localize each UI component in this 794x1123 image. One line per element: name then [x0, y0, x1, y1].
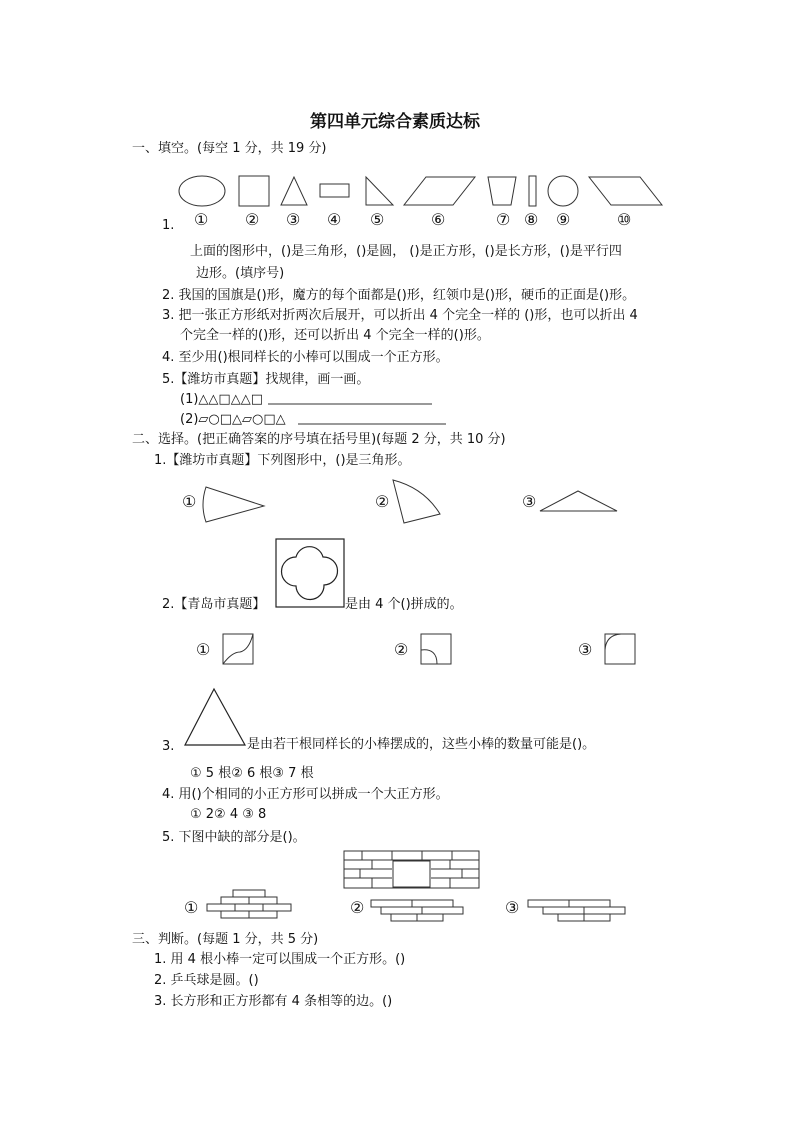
s2-q5: 5. 下图中缺的部分是()。 [162, 830, 306, 845]
shape-label-3: ③ [286, 210, 301, 229]
s1-q1-text-a: 上面的图形中，()是三角形，()是圆， ()是正方形，()是长方形，()是平行四 [190, 244, 622, 259]
s1-q5-pattern-2: (2)▱○□△▱○□△ [180, 412, 286, 427]
s2-q2-option-1-label: ① [196, 640, 211, 659]
shape-label-1: ① [194, 210, 209, 229]
s2-q1-option-2-label: ② [375, 492, 390, 511]
shape-label-4: ④ [327, 210, 342, 229]
s2-q1-option-1-label: ① [182, 492, 197, 511]
s3-q3: 3. 长方形和正方形都有 4 条相等的边。() [154, 994, 393, 1009]
section-1-heading: 一、填空。(每空 1 分，共 19 分) [132, 141, 327, 156]
s2-q2-suffix: 是由 4 个()拼成的。 [345, 597, 463, 612]
shape-label-5: ⑤ [370, 210, 385, 229]
shape-label-10: ⑩ [617, 210, 632, 229]
section-2-heading: 二、选择。(把正确答案的序号填在括号里)(每题 2 分，共 10 分) [132, 432, 506, 447]
page-title: 第四单元综合素质达标 [310, 112, 480, 132]
shape-label-9: ⑨ [556, 210, 571, 229]
s2-q4-options: ① 2② 4 ③ 8 [190, 807, 267, 822]
shape-label-7: ⑦ [496, 210, 511, 229]
shape-label-6: ⑥ [431, 210, 446, 229]
section-3-heading: 三、判断。(每题 1 分，共 5 分) [132, 932, 319, 947]
s2-q3-text: 是由若干根同样长的小棒摆成的，这些小棒的数量可能是()。 [247, 737, 596, 752]
s2-q2-option-3-label: ③ [578, 640, 593, 659]
opt1-brick-row-top [233, 890, 265, 897]
s2-q3-options: ① 5 根② 6 根③ 7 根 [190, 766, 314, 781]
s2-q5-option-1-label: ① [184, 898, 199, 917]
s1-q4: 4. 至少用()根同样长的小棒可以围成一个正方形。 [162, 350, 449, 365]
s1-q3-a: 3. 把一张正方形纸对折两次后展开，可以折出 4 个完全一样的 ()形，也可以折出 4 [162, 308, 638, 323]
s1-q1-number: 1. [162, 218, 175, 233]
s2-q5-option-3-label: ③ [505, 898, 520, 917]
s2-q1-option-3-label: ③ [522, 492, 537, 511]
s2-q1: 1.【潍坊市真题】下列图形中，()是三角形。 [154, 453, 411, 468]
s3-q1: 1. 用 4 根小棒一定可以围成一个正方形。() [154, 952, 406, 967]
shape-label-2: ② [245, 210, 260, 229]
s1-q2: 2. 我国的国旗是()形，魔方的每个面都是()形，红领巾是()形，硬币的正面是()形。 [162, 288, 636, 303]
s2-q2-option-2-label: ② [394, 640, 409, 659]
s1-q3-b: 个完全一样的()形，还可以折出 4 个完全一样的()形。 [180, 328, 490, 343]
shape-label-8: ⑧ [524, 210, 539, 229]
opt1-brick-row-3 [207, 904, 291, 911]
s2-q2-prefix: 2.【青岛市真题】 [162, 597, 266, 612]
s3-q2: 2. 乒乓球是圆。() [154, 973, 259, 988]
s2-q5-option-2-label: ② [350, 898, 365, 917]
s1-q1-text-b: 边形。(填序号) [196, 266, 285, 281]
s2-q3-number: 3. [162, 739, 175, 754]
s1-q5: 5.【潍坊市真题】找规律，画一画。 [162, 372, 370, 387]
s1-q5-pattern-1: (1)△△□△△□ [180, 392, 263, 407]
s2-q4: 4. 用()个相同的小正方形可以拼成一个大正方形。 [162, 787, 449, 802]
